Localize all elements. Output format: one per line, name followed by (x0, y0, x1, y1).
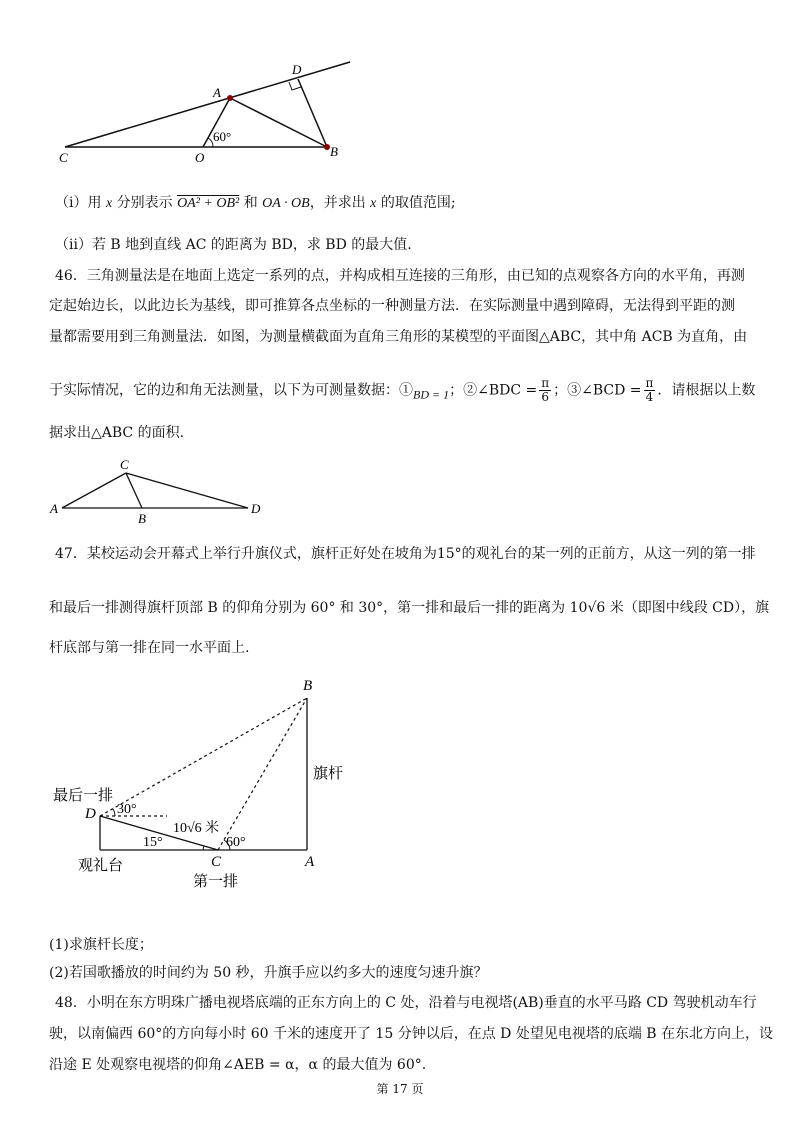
q46-frac-pi-4 (644, 377, 656, 404)
q47-line2-b: ，第一排和最后一排的距离为 (383, 600, 566, 616)
q47-line-1 (55, 544, 756, 564)
q47-sub-2: (2)若国歌播放的时间约为 50 秒，升旗手应以约多大的速度匀速升旗？ (49, 965, 488, 981)
fig47-arc-30 (113, 809, 115, 816)
q47-line-2 (49, 598, 769, 618)
q45-i-var-x: x (105, 196, 113, 211)
q48-line-1 (55, 993, 757, 1013)
q46-line-1 (55, 266, 745, 286)
q47-sub-1: (1)求旗杆长度； (49, 937, 153, 953)
q47-line2-dist: 10√6 (569, 600, 606, 616)
fig47-label-stand: 观礼台 (78, 858, 124, 874)
q46-line4-d: ．请根据以上数 (657, 382, 756, 399)
fig46-label-d: D (251, 501, 261, 516)
q47-line2-angles: 60° 和 30° (310, 600, 384, 616)
figure-q47 (45, 670, 365, 895)
q45-ii-label: （ii） (55, 237, 92, 253)
fig45-line-db (298, 79, 327, 147)
fig45-label-o: O (195, 150, 205, 165)
fig46-line-cd (126, 473, 248, 508)
q46-frac-num-2: π (645, 376, 654, 390)
q48-line-2: 驶，以南偏西 60°的方向每小时 60 千米的速度开了 15 分钟以后，在点 D 处望见电视塔的底端 B 在东北方向上，设 (49, 1026, 774, 1042)
fig46-line-cb (126, 473, 142, 508)
fig46-label-a: A (50, 501, 58, 516)
q46-line-3: 量都需要用到三角测量法．如图，为测量横截面为直角三角形的某模型的平面图△ABC，其中角 ACB 为直角，由 (49, 329, 748, 345)
q47-line2-c: 米（即图中线段 CD），旗 (609, 600, 770, 616)
fig47-label-d: D (85, 806, 96, 822)
q47-number: 47． (55, 546, 87, 562)
q48-number: 48． (55, 995, 87, 1011)
fig47-label-15: 15° (143, 835, 163, 850)
q48-line-3: 沿途 E 处观察电视塔的仰角∠AEB = α，α 的最大值为 60°. (49, 1057, 427, 1073)
q45-i-text-4: ，并求出 (309, 195, 366, 211)
fig45-point-a (227, 95, 233, 101)
q45-i-text-3: 和 (243, 195, 258, 211)
q46-line4-a: 于实际情况，它的边和角无法测量，以下为可测量数据：① (49, 382, 413, 399)
q45-part-ii (55, 235, 412, 255)
q45-part-i (55, 193, 456, 214)
fig45-line-cd (65, 62, 350, 147)
q45-i-text-5: 的取值范围; (380, 195, 456, 211)
q46-frac-pi-6 (539, 377, 551, 404)
fig47-label-pole: 旗杆 (313, 766, 344, 782)
fig45-label-b: B (330, 144, 338, 159)
fig46-label-c: C (120, 457, 129, 472)
fig45-label-angle: 60° (213, 129, 232, 144)
fig47-label-last-row: 最后一排 (53, 788, 114, 804)
fig45-label-a: A (213, 85, 221, 100)
fig47-label-30: 30° (117, 802, 137, 817)
q47-line2-a: 和最后一排测得旗杆顶部 B 的仰角分别为 (49, 600, 307, 616)
q46-frac-den-4: 4 (645, 390, 654, 404)
fig47-label-dist: 10√6 米 (173, 821, 220, 836)
fig47-sight-db (100, 698, 307, 816)
q46-line-5: 据求出△ABC 的面积. (49, 425, 185, 441)
fig47-label-c: C (211, 854, 222, 870)
fig47-label-60: 60° (226, 835, 246, 850)
figure-q45 (55, 55, 365, 170)
fig47-label-b: B (303, 678, 313, 694)
q46-frac-num-1: π (541, 376, 550, 390)
q47-line-3: 杆底部与第一排在同一水平面上. (49, 640, 250, 656)
q45-i-var-x-2: x (370, 196, 377, 211)
q46-line-4 (49, 377, 755, 405)
q46-number: 46． (55, 268, 87, 284)
q46-frac-den-6: 6 (541, 390, 549, 404)
fig46-line-ac (62, 473, 126, 508)
q46-line-2: 定起始边长，以此边长为基线，即可推算各点坐标的一种测量方法．在实际测量中遇到障碍，无法得到平距的测 (49, 298, 735, 314)
fig46-label-b: B (138, 511, 146, 525)
q45-i-label: （i） (55, 195, 88, 211)
q48-line1-text: 小明在东方明珠广播电视塔底端的正东方向上的 C 处，沿着与电视塔(AB)垂直的水平马路 CD 驾驶机动车行 (86, 995, 757, 1011)
q45-i-expr-2: OA · OB (262, 196, 310, 211)
page-footer: 第 17 页 (376, 1082, 424, 1096)
fig47-label-first-row: 第一排 (193, 874, 239, 890)
q46-bd-value: BD = 1 (413, 387, 450, 402)
fig45-label-c: C (59, 150, 68, 165)
q45-i-text-2: 分别表示 (116, 195, 173, 211)
q47-line1-text: 某校运动会开幕式上举行升旗仪式，旗杆正好处在坡角为15°的观礼台的某一列的正前方，从这一列的第一排 (86, 546, 756, 562)
q46-line4-c: ；③∠BCD = (553, 382, 642, 399)
figure-q46 (48, 455, 268, 525)
q46-line1-text: 三角测量法是在地面上选定一系列的点，并构成相互连接的三角形，由已知的点观察各方向的水平角，再测 (86, 268, 745, 284)
fig45-label-d: D (292, 62, 302, 77)
fig47-sight-cb (218, 698, 307, 850)
q45-ii-text: 若 B 地到直线 AC 的距离为 BD，求 BD 的最大值. (91, 237, 412, 253)
fig47-label-a: A (305, 854, 315, 870)
fig45-line-ab (230, 98, 327, 147)
q46-line4-b: ；②∠BDC = (449, 382, 538, 399)
q45-i-text-1: 用 (87, 195, 102, 211)
q45-i-expr-1: OA² + OB² (177, 196, 240, 211)
